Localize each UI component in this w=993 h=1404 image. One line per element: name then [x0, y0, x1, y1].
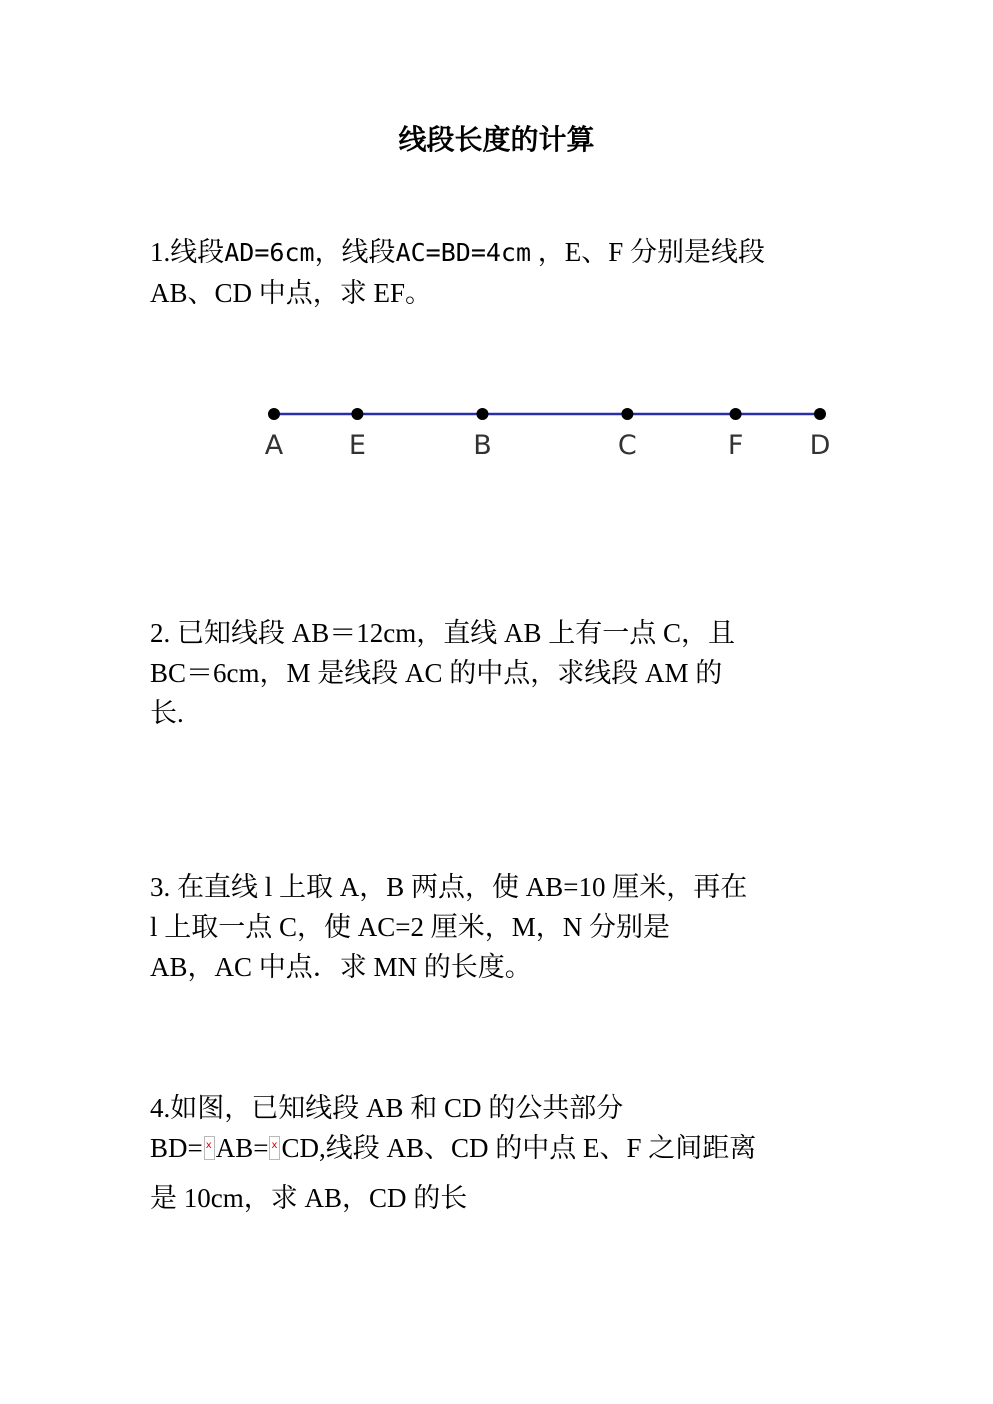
- point-c-dot: [621, 408, 633, 420]
- question-1-line-2: AB、CD 中点，求 EF。: [150, 278, 433, 308]
- point-d-label: D: [809, 430, 831, 461]
- question-3-line-2: l 上取一点 C，使 AC=2 厘米，M，N 分别是: [150, 912, 670, 942]
- question-1-line-1: 1.线段AD=6cm，线段AC=BD=4cm ，E、F 分别是线段: [150, 237, 766, 267]
- segment-diagram: [250, 390, 850, 480]
- question-1: [150, 232, 850, 313]
- question-3-line-3: AB，AC 中点．求 MN 的长度。: [150, 952, 532, 982]
- segment-diagram-svg: [250, 390, 850, 430]
- question-2-line-2: BC＝6cm，M 是线段 AC 的中点，求线段 AM 的: [150, 658, 723, 688]
- question-4: [150, 1088, 850, 1218]
- point-a-dot: [268, 408, 280, 420]
- broken-image-icon: [269, 1136, 280, 1160]
- point-f-label: F: [727, 430, 744, 461]
- point-d-dot: [814, 408, 826, 420]
- point-e-dot: [351, 408, 363, 420]
- point-e-label: E: [348, 430, 366, 461]
- question-4-line-2: BD=x AB=x CD,线段 AB、CD 的中点 E、F 之间距离: [150, 1128, 850, 1168]
- page-title: 线段长度的计算: [398, 123, 595, 156]
- point-c-label: C: [617, 430, 637, 461]
- point-b-label: B: [473, 430, 492, 461]
- question-3-line-1: 3. 在直线 l 上取 A，B 两点，使 AB=10 厘米，再在: [150, 872, 748, 902]
- point-a-label: A: [264, 430, 284, 461]
- question-4-line-3: 是 10cm，求 AB，CD 的长: [150, 1183, 468, 1213]
- question-2-line-3: 长.: [150, 698, 184, 728]
- point-f-dot: [730, 408, 742, 420]
- question-2: [150, 613, 850, 733]
- broken-image-icon: [204, 1136, 215, 1160]
- question-2-line-1: 2. 已知线段 AB＝12cm，直线 AB 上有一点 C，且: [150, 618, 736, 648]
- question-4-line-1: 4.如图，已知线段 AB 和 CD 的公共部分: [150, 1093, 624, 1123]
- question-3: [150, 867, 850, 987]
- point-b-dot: [476, 408, 488, 420]
